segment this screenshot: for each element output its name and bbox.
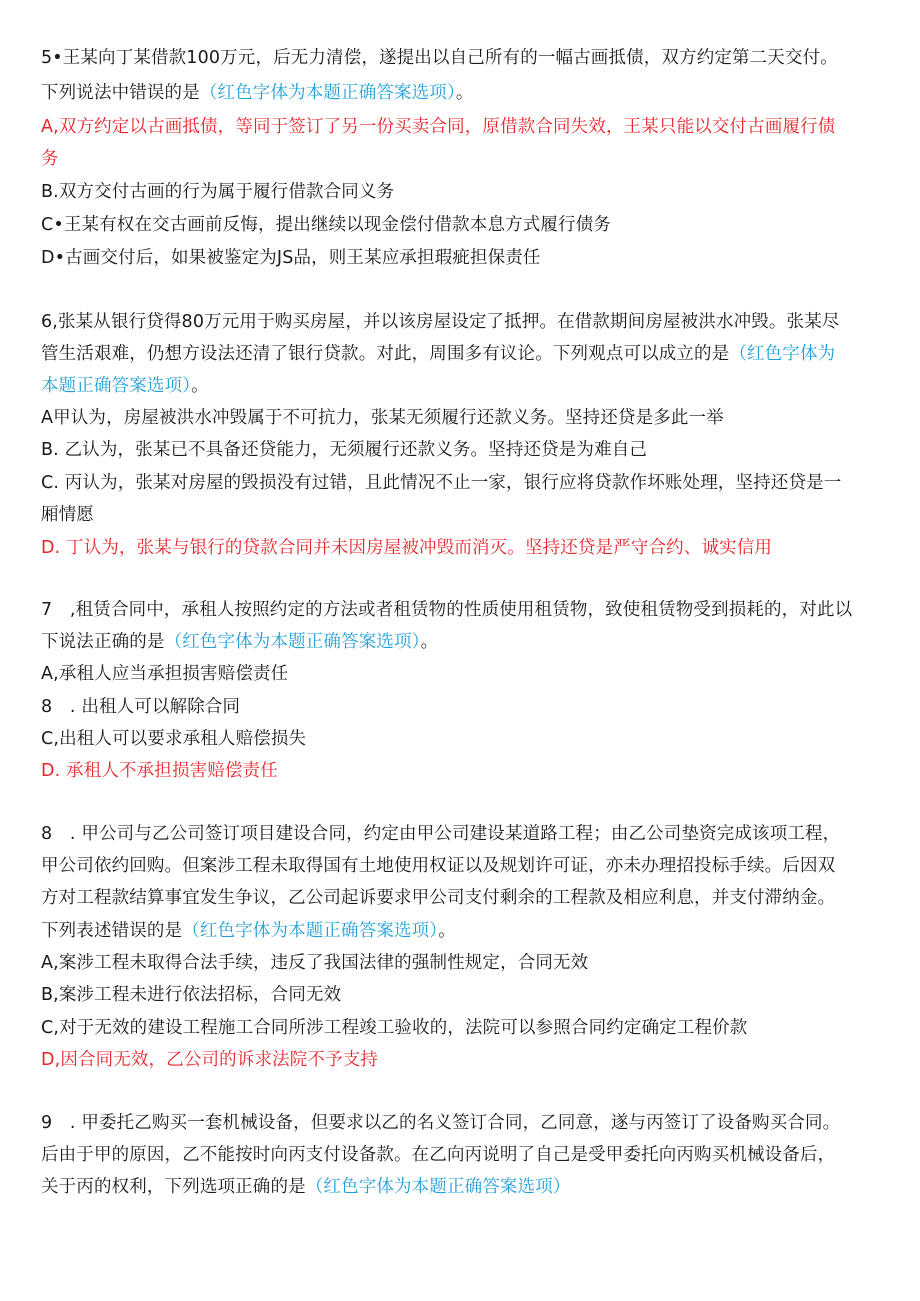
q8-option-b: B,案涉工程未进行依法招标，合同无效 bbox=[41, 985, 342, 1005]
q6-answer-hint-part-1: （红色字体为 bbox=[729, 344, 836, 364]
q8-option-c: C,对于无效的建设工程施工合同所涉工程竣工验收的，法院可以参照合同约定确定工程价款 bbox=[41, 1018, 748, 1038]
q9-stem-line-3 bbox=[41, 1175, 881, 1199]
q6-stem-text: 管生活艰难，仍想方设法还清了银行贷款。对此，周围多有议论。下列观点可以成立的是 bbox=[41, 344, 730, 364]
q8-stem-line-2: 甲公司依约回购。但案涉工程未取得国有土地使用权证以及规划许可证，亦未办理招投标手续。后因双 bbox=[41, 856, 836, 876]
q7-stem-line-2 bbox=[41, 630, 881, 654]
q7-stem-period: 。 bbox=[420, 632, 439, 652]
q6-option-b: B. 乙认为，张某已不具备还贷能力，无须履行还款义务。坚持还贷是为难自己 bbox=[41, 440, 648, 460]
q8-stem-line-1: 8 . 甲公司与乙公司签订项目建设合同，约定由甲公司建设某道路工程；由乙公司垫资完成该项工程， bbox=[41, 824, 841, 844]
q8-stem-period: 。 bbox=[438, 921, 456, 941]
q5-option-c: C•王某有权在交古画前反悔，提出继续以现金偿付借款本息方式履行债务 bbox=[41, 215, 611, 235]
q6-stem-line-3 bbox=[41, 374, 881, 398]
q6-answer-hint-part-2: 本题正确答案选项） bbox=[41, 376, 192, 396]
q6-option-d: D. 丁认为，张某与银行的贷款合同并未因房屋被冲毁而消灭。坚持还贷是严守合约、诚实信用 bbox=[41, 538, 773, 558]
q8-answer-hint: （红色字体为本题正确答案选项） bbox=[182, 921, 439, 941]
q7-option-c: C,出租人可以要求承租人赔偿损失 bbox=[41, 729, 307, 749]
q5-stem-line-1: 5•王某向丁某借款100万元，后无力清偿，遂提出以自己所有的一幅古画抵债，双方约定第二天交付。 bbox=[41, 48, 838, 68]
q5-stem-text: 下列说法中错误的是 bbox=[41, 83, 200, 103]
q9-stem-line-2: 后由于甲的原因，乙不能按时向丙支付设备款。在乙向丙说明了自己是受甲委托向丙购买机械设备后， bbox=[41, 1145, 836, 1165]
q8-option-a: A,案涉工程未取得合法手续，违反了我国法律的强制性规定，合同无效 bbox=[41, 953, 589, 973]
q7-option-b: 8 . 出租人可以解除合同 bbox=[41, 697, 241, 717]
q9-answer-hint: （红色字体为本题正确答案选项） bbox=[305, 1177, 571, 1197]
q8-option-d: D,因合同无效，乙公司的诉求法院不予支持 bbox=[41, 1050, 379, 1070]
q6-stem-line-2 bbox=[41, 342, 881, 366]
q6-option-c-line-2: 厢情愿 bbox=[41, 505, 94, 525]
q8-stem-line-4 bbox=[41, 919, 881, 943]
q6-stem-line-1: 6,张某从银行贷得80万元用于购买房屋，并以该房屋设定了抵押。在借款期间房屋被洪水冲毁。张某尽 bbox=[41, 312, 840, 332]
q7-stem-text: 下说法正确的是 bbox=[41, 632, 165, 652]
q5-option-d: D•古画交付后，如果被鉴定为JS品，则王某应承担瑕疵担保责任 bbox=[41, 248, 541, 268]
q7-option-a: A,承租人应当承担损害赔偿责任 bbox=[41, 664, 289, 684]
q5-stem-period: 。 bbox=[455, 83, 474, 103]
q5-stem-line-2 bbox=[41, 81, 881, 105]
q5-option-a-line-2: 务 bbox=[41, 149, 59, 169]
q5-option-a-line-1: A,双方约定以古画抵债，等同于签订了另一份买卖合同，原借款合同失效，王某只能以交付古画履行债 bbox=[41, 117, 836, 137]
q9-stem-text: 关于丙的权利，下列选项正确的是 bbox=[41, 1177, 306, 1197]
q9-stem-line-1: 9 . 甲委托乙购买一套机械设备，但要求以乙的名义签订合同，乙同意，遂与丙签订了设备购买合同。 bbox=[41, 1113, 841, 1133]
q8-stem-text: 下列表述错误的是 bbox=[41, 921, 183, 941]
q7-option-d: D. 承租人不承担损害赔偿责任 bbox=[41, 761, 278, 781]
q6-option-a: A甲认为，房屋被洪水冲毁属于不可抗力，张某无须履行还款义务。坚持还贷是多此一举 bbox=[41, 408, 724, 428]
q6-option-c-line-1: C. 丙认为，张某对房屋的毁损没有过错，且此情况不止一家，银行应将贷款作坏账处理，坚持还贷是一 bbox=[41, 473, 842, 493]
q7-answer-hint: （红色字体为本题正确答案选项） bbox=[164, 632, 421, 652]
q6-stem-period: 。 bbox=[191, 376, 209, 396]
q5-answer-hint: （红色字体为本题正确答案选项） bbox=[199, 83, 456, 103]
q8-stem-line-3: 方对工程款结算事宜发生争议，乙公司起诉要求甲公司支付剩余的工程款及相应利息，并支付滞纳金。 bbox=[41, 888, 836, 908]
q7-stem-line-1: 7 ,租赁合同中，承租人按照约定的方法或者租赁物的性质使用租赁物，致使租赁物受到损耗的，对此以 bbox=[41, 600, 853, 620]
q5-option-b: B.双方交付古画的行为属于履行借款合同义务 bbox=[41, 182, 395, 202]
